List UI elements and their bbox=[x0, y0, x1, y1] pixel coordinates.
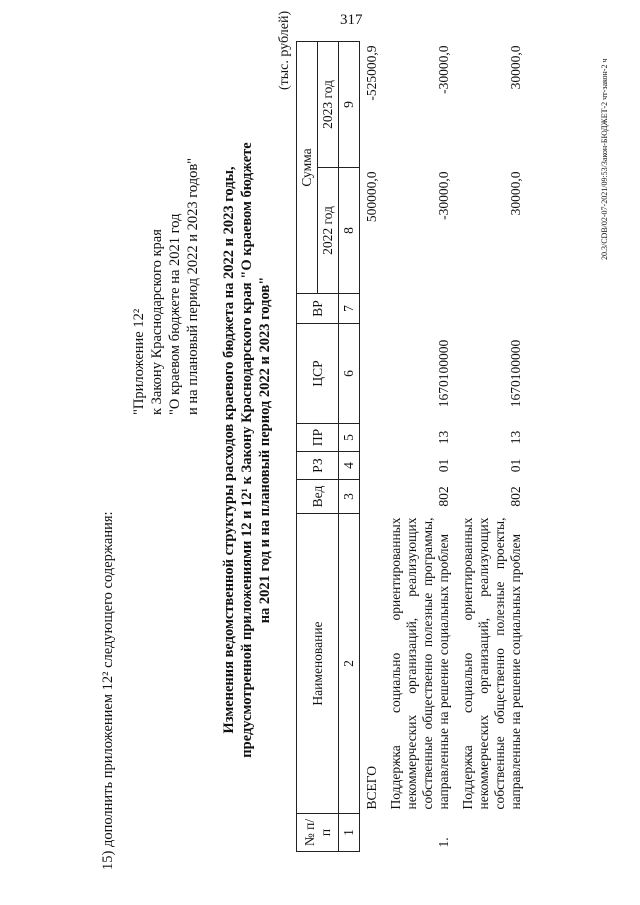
row-rz bbox=[360, 452, 385, 480]
row-ved: 802 bbox=[508, 486, 523, 507]
row-name: ВСЕГО bbox=[364, 766, 379, 810]
header-num: № п/п bbox=[297, 814, 339, 852]
index-cell: 9 bbox=[339, 41, 360, 167]
annex-line-1: "Приложение 12² bbox=[131, 308, 147, 415]
table-row-total bbox=[360, 41, 385, 851]
unit-label: (тыс. рублей) bbox=[277, 10, 292, 90]
header-pr: ПР bbox=[297, 424, 339, 452]
row-sum-2022: 30000,0 bbox=[508, 171, 523, 216]
header-year-2023: 2023 год bbox=[318, 41, 339, 167]
row-name: Поддержка социально ориентированных некоммерческих организаций, реализующих собственные общественно полезные программы, направленные на решение социальных проблем bbox=[388, 517, 451, 810]
header-year-2022: 2022 год bbox=[318, 168, 339, 294]
annex-line-3: "О краевом бюджете на 2021 год bbox=[167, 213, 183, 415]
index-cell: 4 bbox=[339, 452, 360, 480]
row-sum-2023: -30000,0 bbox=[436, 45, 451, 94]
index-cell: 3 bbox=[339, 480, 360, 514]
row-num bbox=[360, 814, 385, 852]
document-title bbox=[220, 30, 274, 870]
intro-text: 15) дополнить приложением 12² следующего содержания: bbox=[100, 511, 116, 870]
row-csr: 1670100000 bbox=[508, 339, 523, 408]
footer-code: 20.3/CDB/02-07-2021/09:53/Закон-БЮДЖЕТ-2 чт-закон-2 ч bbox=[600, 58, 609, 260]
index-cell: 8 bbox=[339, 168, 360, 294]
row-num bbox=[456, 814, 528, 852]
table-row bbox=[384, 41, 456, 851]
table-row bbox=[456, 41, 528, 851]
index-row bbox=[339, 41, 360, 851]
row-ved bbox=[360, 480, 385, 514]
annex-line-2: к Закону Краснодарского края bbox=[149, 229, 165, 415]
row-csr bbox=[360, 324, 385, 424]
row-sum-2022: -30000,0 bbox=[436, 171, 451, 220]
row-name: Поддержка социально ориентированных некоммерческих организаций, реализующих собственные общественно полезные проекты, направленные на решение социальных проблем bbox=[460, 517, 523, 810]
row-pr: 13 bbox=[436, 430, 451, 445]
row-vr bbox=[360, 294, 385, 324]
index-cell: 5 bbox=[339, 424, 360, 452]
page-number: 317 bbox=[340, 12, 363, 28]
header-vr: ВР bbox=[297, 294, 339, 324]
title-line-2: предусмотренной приложениями 12 и 12¹ к Закону Краснодарского края "О краевом бюджете bbox=[239, 142, 255, 758]
header-row bbox=[297, 41, 318, 851]
index-cell: 2 bbox=[339, 514, 360, 814]
row-csr: 1670100000 bbox=[436, 339, 451, 408]
title-line-3: на 2021 год и на плановый период 2022 и 2023 годов" bbox=[257, 276, 273, 624]
annex-heading bbox=[130, 158, 202, 415]
header-ved: Вед bbox=[297, 480, 339, 514]
row-rz: 01 bbox=[508, 458, 523, 473]
expenditure-table bbox=[296, 41, 528, 852]
row-vr bbox=[384, 294, 456, 324]
index-cell: 7 bbox=[339, 294, 360, 324]
title-line-1: Изменения ведомственной структуры расходов краевого бюджета на 2022 и 2023 годы, bbox=[221, 166, 237, 734]
row-ved: 802 bbox=[436, 486, 451, 507]
row-sum-2022: 500000,0 bbox=[364, 171, 379, 223]
row-pr bbox=[360, 424, 385, 452]
header-rz: РЗ bbox=[297, 452, 339, 480]
header-csr: ЦСР bbox=[297, 324, 339, 424]
row-sum-2023: -525000,9 bbox=[364, 45, 379, 101]
row-rz: 01 bbox=[436, 458, 451, 473]
annex-line-4: и на плановый период 2022 и 2023 годов" bbox=[185, 157, 201, 415]
row-num: 1. bbox=[436, 837, 451, 848]
row-vr bbox=[456, 294, 528, 324]
row-pr: 13 bbox=[508, 430, 523, 445]
row-sum-2023: 30000,0 bbox=[508, 45, 523, 90]
header-name: Наименование bbox=[297, 514, 339, 814]
index-cell: 1 bbox=[339, 814, 360, 852]
header-sum: Сумма bbox=[297, 41, 318, 293]
index-cell: 6 bbox=[339, 324, 360, 424]
